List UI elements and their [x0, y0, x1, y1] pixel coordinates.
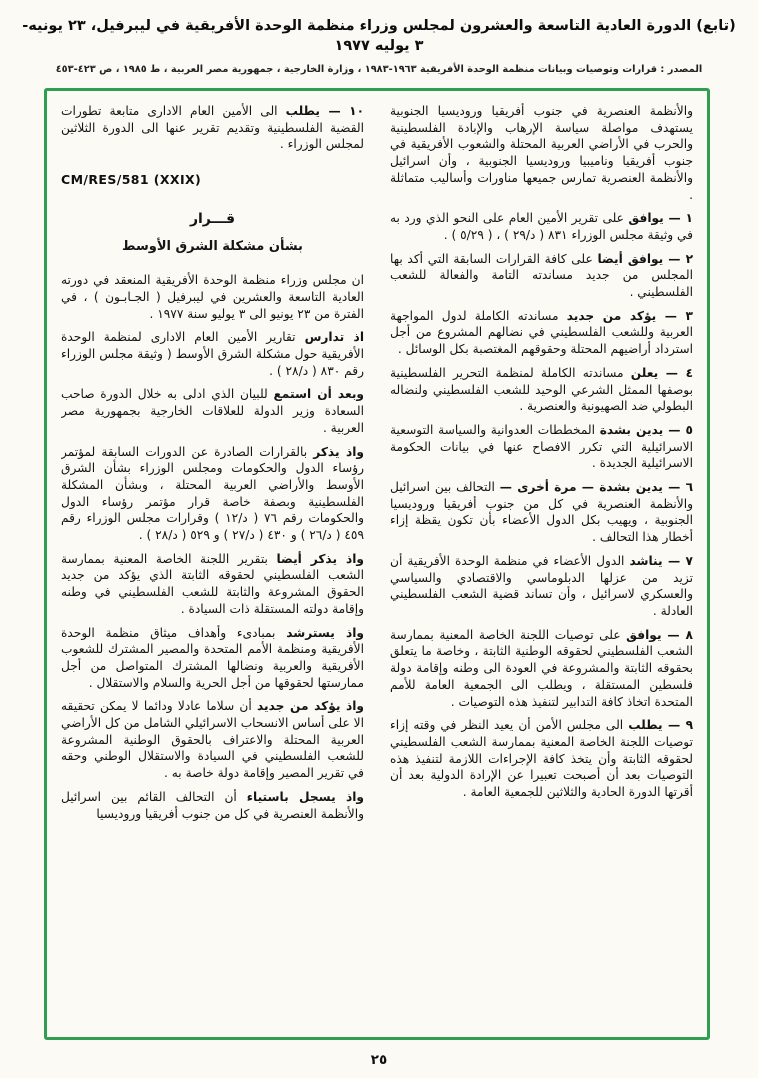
resolution-subtitle: بشأن مشكلة الشرق الأوسط: [122, 239, 303, 255]
numbered-item-4: [390, 365, 693, 415]
source-citation: المصدر : قرارات وتوصيات وبيانات منظمة الوحدة الأفريقية ١٩٦٣-١٩٨٣ ، وزارة الخارجية ، جمهورية مصر العربية ، ط ١٩٨٥ ، ص ٤٢٣-٤٥٣: [55, 63, 703, 75]
preamble-paragraph: [61, 789, 364, 822]
paragraph-text: أن التحالف القائم بين اسرائيل والأنظمة العنصرية في كل من جنوب أفريقيا وروديسيا: [61, 789, 364, 821]
preamble-paragraph: [61, 272, 364, 322]
paragraph-lead: ٦ — يدين بشدة — مرة أخرى —: [499, 480, 693, 495]
page-header: [0, 0, 758, 75]
paragraph-text: مساندته الكاملة لمنظمة التحرير الفلسطينية بوصفها الممثل الشرعي الوحيد للشعب الفلسطيني ولنضاله البطولي ضد الصهيونية والعنصرية .: [390, 365, 693, 414]
session-title: (تابع) الدورة العادية التاسعة والعشرون لمجلس وزراء منظمة الوحدة الأفريقية في ليبرفيل، ٢٣ يونيه- ٣ يوليه ١٩٧٧: [22, 18, 736, 55]
paragraph-lead: ٢ — يوافق أيضا: [597, 251, 693, 266]
paragraph-lead: ٨ — يوافق: [626, 627, 693, 642]
numbered-item-1: [390, 210, 693, 243]
paragraph-text: بالقرارات الصادرة عن الدورات السابقة لمؤتمر رؤساء الدول والحكومات ومجلس الوزراء بشأن الشرق الأوسط والأراضي العربية المحتلة ، وبشأن المشكلة الفلسطينية وبصفة خاصة قرار مؤتمر رؤساء الدول والحكومات رقم ٧٦ ( د/١٢ ) وقرارات مجلس الوزراء رقم ٤٥٩ ( د/٢٦ ) و ٤٣٠ ( د/٢٧ ) و ٥٢٩ ( د/٢٨ ) .: [61, 444, 364, 543]
numbered-item-9: [390, 717, 693, 801]
paragraph-text: بتقرير اللجنة الخاصة المعنية بممارسة الشعب الفلسطيني لحقوقه الثابتة الذي يؤكد من جديد الحقوق المشروعة والثابتة للشعب الفلسطيني في وطنه وإقامة دولته المستقلة ذات السيادة .: [61, 551, 364, 616]
preamble-paragraph: [61, 551, 364, 618]
paragraph-text: الدول الأعضاء في منظمة الوحدة الأفريقية أن تزيد من عزلها الدبلوماسي والاقتصادي والسياسي والعسكري لاسرائيل ، وأن تساند قضية الشعب الفلسطيني العادلة .: [390, 553, 693, 618]
paragraph-lead: ٤ — يعلن: [630, 365, 693, 380]
paragraph-lead: واذ يسترشد: [286, 625, 364, 640]
preamble-paragraph: [61, 698, 364, 782]
paragraph-text: بمبادىء وأهداف ميثاق منظمة الوحدة الأفريقية ومنظمة الأمم المتحدة والمصير المشترك للشعوب الأفريقية والعربية ونضالها المشترك المتواصل من أجل ممارستها لحقوقها من أجل الحرية والسلام والاستقلال .: [61, 625, 364, 690]
paragraph-lead: وبعد أن استمع: [273, 387, 364, 402]
numbered-item-8: [390, 627, 693, 711]
page-number: ٢٥: [370, 1052, 388, 1068]
numbered-item-2: [390, 251, 693, 301]
two-column-layout: [61, 103, 693, 1025]
resolution-box: [44, 88, 710, 1040]
numbered-item-3: [390, 308, 693, 358]
paragraph-text: على تقرير الأمين العام على النحو الذي ورد به في وثيقة مجلس الوزراء ٨٣١ ( د/٢٩ ) ، ( ٥/٢٩ ) .: [390, 211, 693, 242]
paragraph-text: والأنظمة العنصرية في جنوب أفريقيا وروديسيا الجنوبية يستهدف مواصلة سياسة الإرهاب والإبادة الفلسطينية والحرب في الأراضي العربية المحتلة والشعوب الأفريقية في جنوب أفريقيا وناميبيا وروديسيا الجنوبية ، وأن اسرائيل والأنظمة العنصرية تمارس جميعها مناورات وأساليب متماثلة .: [390, 104, 693, 202]
paragraph-lead: ١ — يوافق: [628, 211, 693, 226]
numbered-item-10: [61, 103, 364, 153]
column-left: [61, 103, 364, 1025]
paragraph-lead: واذ يذكر: [313, 444, 365, 459]
paragraph-text: مساندته الكاملة لدول المواجهة العربية وللشعب الفلسطيني في نضالهم المشروع من أجل استرداد أراضيهم المحتلة وحقوقهم المغتصبة بكل الوسائل .: [390, 308, 693, 357]
paragraph-lead: ٩ — يطلب: [628, 718, 693, 733]
paragraph-lead: واذ يسجل باستياء: [246, 789, 365, 804]
paragraph-text: على كافة القرارات السابقة التي أكد بها المجلس من جديد مساندته التامة والفعالة للشعب الفلسطيني .: [390, 251, 693, 300]
paragraph-text: أن سلاما عادلا ودائما لا يمكن تحقيقه الا على أساس الانسحاب الاسرائيلي الشامل من كل الأراضي العربية المحتلة والاعتراف بالحقوق الوطنية المشروعة للشعب الفلسطيني في السيادة والاستقلال الوطني وحقه في تقرير المصير وإقامة دولة خاصة به .: [61, 699, 364, 781]
paragraph-text: المخططات العدوانية والسياسة التوسعية الاسرائيلية التي تكرر الافصاح عنها في بيانات الحكومة الاسرائيلية الجديدة .: [390, 422, 693, 471]
paragraph-text: للبيان الذي ادلى به خلال الدورة صاحب السعادة وزير الدولة للعلاقات الخارجية بجمهورية مصر العربية .: [61, 387, 364, 435]
paragraph-lead: ٧ — يناشد: [629, 553, 693, 568]
paragraph-lead: ٥ — يدين بشدة: [599, 422, 693, 437]
numbered-item-7: [390, 553, 693, 620]
resolution-title: قـــرار: [189, 211, 236, 228]
preamble-paragraph: [61, 386, 364, 436]
paragraph: [390, 103, 693, 203]
paragraph-text: الى مجلس الأمن أن يعيد النظر في وقته إزاء توصيات اللجنة الخاصة المعنية بممارسة الشعب الفلسطيني لحقوقه الثابتة وأن يتخذ كافة الإجراءات اللازمة لتنفيذ هذه التوصيات بعد أن أصبحت تعبيرا عن الإرادة الدولية بعد أن أقرتها الدورة الحادية والثلاثين للجمعية العامة .: [390, 718, 693, 800]
paragraph-text: على توصيات اللجنة الخاصة المعنية بممارسة الشعب الفلسطيني لحقوقه الوطنية الثابتة ، وخاصة ما يتعلق بحقوقه الثابتة والمشروعة في العودة الى وطنه وإقامة دولة فلسطين المستقلة ، ويطلب الى الجمعية العامة للأمم المتحدة اتخاذ كافة التدابير لتنفيذ هذه التوصيات .: [390, 627, 693, 709]
numbered-item-6: [390, 479, 693, 546]
document-reference: CM/RES/581 (XXIX): [61, 172, 202, 188]
preamble-paragraph: [61, 329, 364, 379]
numbered-item-5: [390, 422, 693, 472]
column-right: [390, 103, 693, 1025]
paragraph-lead: ٣ — يؤكد من جديد: [566, 308, 693, 323]
paragraph-lead: واذ يذكر أيضا: [276, 551, 365, 566]
preamble-paragraph: [61, 444, 364, 544]
preamble-paragraph: [61, 625, 364, 692]
paragraph-text: ان مجلس وزراء منظمة الوحدة الأفريقية المنعقد في دورته العادية التاسعة والعشرين في ليبرفيل ( الجـابـون ) ، في الفترة من ٢٣ يونيو الى ٣ يوليو سنة ١٩٧٧ .: [61, 273, 364, 321]
paragraph-lead: واذ يؤكد من جديد: [256, 699, 364, 714]
paragraph-text: التحالف بين اسرائيل والأنظمة العنصرية في كل من جنوب أفريقيا وروديسيا الجنوبية ، ويهيب بكل الدول الأعضاء بأن تكون يقظة إزاء أخطار هذا التحالف .: [390, 480, 693, 545]
paragraph-text: تقارير الأمين العام الادارى لمنظمة الوحدة الأفريقية حول مشكلة الشرق الأوسط ( وثيقة مجلس الوزراء رقم ٨٣٠ ( د/٢٨ ) .: [61, 330, 364, 378]
paragraph-lead: اذ تدارس: [304, 330, 364, 345]
paragraph-text: الى الأمين العام الادارى متابعة تطورات القضية الفلسطينية وتقديم تقرير عنها الى الدورة الثلاثين لمجلس الوزراء .: [61, 104, 364, 152]
paragraph-lead: ١٠ — يطلب: [285, 104, 365, 118]
